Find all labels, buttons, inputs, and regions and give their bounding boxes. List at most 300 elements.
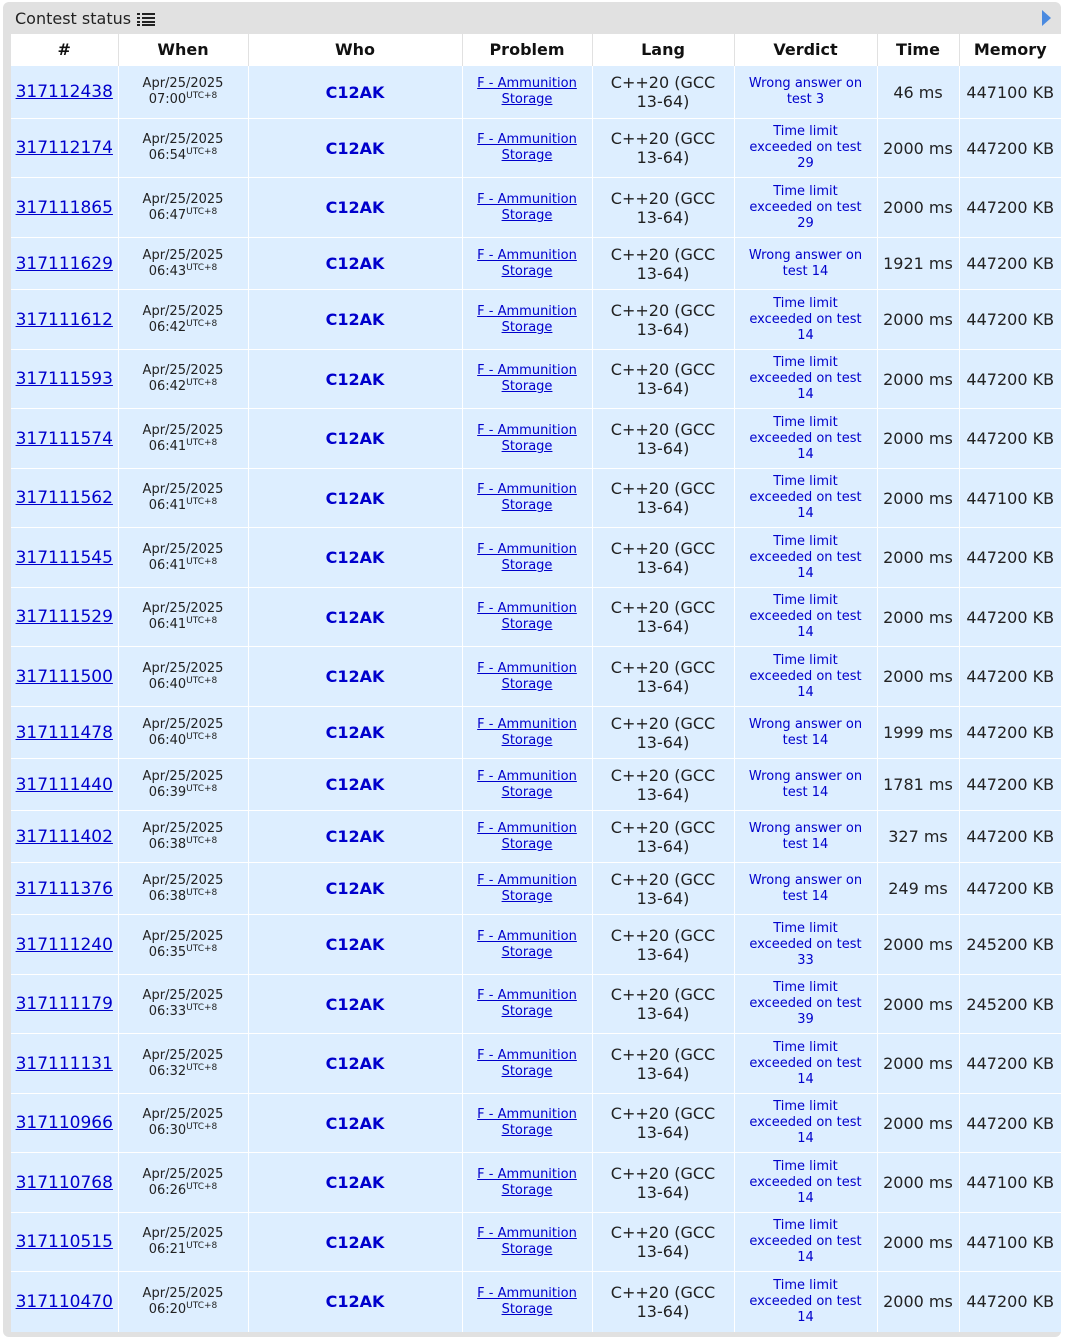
- problem-line-1: F - Ammunition: [477, 768, 577, 784]
- problem-link[interactable]: [463, 1107, 592, 1139]
- memory-consumed: 447200 KB: [966, 198, 1055, 217]
- problem-line-1: F - Ammunition: [477, 132, 577, 147]
- submission-time: 06:38: [148, 888, 187, 904]
- cell-when: [118, 1094, 248, 1153]
- author-link[interactable]: C12AK: [325, 994, 385, 1014]
- submission-id-link[interactable]: 317111376: [15, 878, 113, 899]
- lang-line-2: 13-64): [636, 836, 690, 856]
- timezone-label: UTC+8: [186, 91, 218, 101]
- cell-memory: [959, 290, 1061, 350]
- timezone-label: UTC+8: [186, 147, 218, 157]
- cell-verdict: [734, 290, 877, 350]
- verdict-line-1: Time limit: [773, 593, 838, 608]
- problem-link[interactable]: [463, 132, 592, 164]
- verdict-line-1: Time limit: [773, 1158, 838, 1174]
- cell-problem: [462, 178, 592, 238]
- cell-when: [118, 759, 248, 811]
- problem-line-1: F - Ammunition: [477, 660, 577, 676]
- author-link[interactable]: C12AK: [325, 138, 385, 158]
- cell-lang: [592, 528, 734, 588]
- cell-verdict: [734, 759, 877, 811]
- cell-id: [11, 1153, 118, 1213]
- problem-link[interactable]: [463, 661, 592, 693]
- submission-id-link[interactable]: 317111240: [15, 934, 113, 955]
- author-link[interactable]: C12AK: [325, 429, 385, 448]
- time-consumed: 2000 ms: [883, 1113, 953, 1133]
- cell-time: [877, 707, 959, 759]
- cell-verdict: [734, 528, 877, 588]
- submission-time: 06:41: [148, 557, 187, 573]
- lang-line-2: 13-64): [636, 498, 690, 517]
- lang-line-2: 13-64): [636, 263, 690, 283]
- cell-verdict: [734, 1094, 877, 1153]
- verdict-text: [735, 1218, 877, 1266]
- cell-lang: [592, 647, 734, 707]
- table-row: [11, 647, 1061, 707]
- timezone-label: UTC+8: [186, 616, 218, 626]
- cell-verdict: [734, 975, 877, 1034]
- table-row: [11, 409, 1061, 469]
- author-link[interactable]: C12AK: [325, 723, 385, 742]
- lang-line-2: 13-64): [636, 784, 690, 804]
- column-header-time: Time: [877, 34, 959, 66]
- lang-line-2: 13-64): [636, 557, 690, 577]
- cell-id: [11, 409, 118, 469]
- cell-who: [248, 811, 462, 863]
- cell-problem: [462, 707, 592, 759]
- cell-time: [877, 915, 959, 975]
- submission-id-link[interactable]: 317111440: [15, 774, 113, 795]
- problem-link[interactable]: [463, 76, 592, 108]
- cell-time: [877, 1153, 959, 1213]
- time-consumed: 2000 ms: [883, 548, 953, 567]
- problem-link[interactable]: [463, 769, 592, 801]
- verdict-text: [735, 76, 877, 108]
- cell-verdict: [734, 238, 877, 290]
- memory-consumed: 447200 KB: [966, 1054, 1055, 1073]
- cell-time: [877, 1272, 959, 1332]
- author-link[interactable]: C12AK: [325, 1292, 385, 1312]
- lang-line-2: 13-64): [636, 148, 690, 167]
- lang-line-2: 13-64): [636, 1004, 690, 1023]
- cell-when: [118, 66, 248, 119]
- cell-id: [11, 1272, 118, 1332]
- cell-when: [118, 707, 248, 759]
- problem-link[interactable]: [463, 363, 592, 395]
- memory-consumed: 447200 KB: [966, 607, 1055, 627]
- problem-link[interactable]: [463, 248, 592, 280]
- column-header-who: Who: [248, 34, 462, 66]
- cell-memory: [959, 707, 1061, 759]
- timezone-label: UTC+8: [186, 437, 218, 448]
- cell-when: [118, 1034, 248, 1094]
- author-link[interactable]: C12AK: [325, 310, 385, 329]
- verdict-line-2: exceeded on test: [749, 311, 862, 327]
- cell-who: [248, 1034, 462, 1094]
- time-consumed: 327 ms: [888, 827, 948, 846]
- arrow-right-icon[interactable]: [1042, 10, 1051, 26]
- submission-time: 06:41: [148, 438, 187, 454]
- time-consumed: 2000 ms: [883, 667, 953, 686]
- cell-when: [118, 915, 248, 975]
- problem-link[interactable]: [463, 1226, 592, 1258]
- problem-line-1: F - Ammunition: [477, 1047, 577, 1063]
- cell-verdict: [734, 1153, 877, 1213]
- verdict-line-3: 14: [797, 565, 814, 581]
- submission-id-link[interactable]: 317112438: [15, 82, 113, 102]
- cell-id: [11, 238, 118, 290]
- author-link[interactable]: C12AK: [325, 254, 385, 273]
- panel-title-text: Contest status: [15, 9, 132, 28]
- cell-memory: [959, 66, 1061, 119]
- cell-who: [248, 409, 462, 469]
- cell-memory: [959, 863, 1061, 915]
- verdict-line-1: Wrong answer on: [748, 716, 863, 732]
- list-icon: [137, 12, 155, 26]
- cell-lang: [592, 1153, 734, 1213]
- cell-memory: [959, 350, 1061, 409]
- cell-memory: [959, 588, 1061, 647]
- submission-id-link[interactable]: 317110470: [15, 1291, 113, 1312]
- submission-time: 06:39: [148, 784, 187, 800]
- author-link[interactable]: C12AK: [325, 1113, 385, 1133]
- cell-id: [11, 178, 118, 238]
- author-link[interactable]: C12AK: [325, 827, 385, 846]
- author-link[interactable]: C12AK: [325, 1173, 385, 1192]
- author-link[interactable]: C12AK: [325, 82, 385, 102]
- author-link[interactable]: C12AK: [325, 548, 385, 567]
- author-link[interactable]: C12AK: [325, 1232, 385, 1252]
- verdict-line-1: Time limit: [773, 1218, 838, 1233]
- lang-line-1: C++20 (GCC: [610, 419, 716, 439]
- author-link[interactable]: C12AK: [325, 198, 385, 217]
- memory-consumed: 447200 KB: [966, 310, 1055, 329]
- cell-when: [118, 469, 248, 528]
- timezone-label: UTC+8: [186, 1003, 218, 1013]
- cell-verdict: [734, 707, 877, 759]
- verdict-text: [735, 873, 877, 905]
- submission-id-link[interactable]: 317111629: [15, 253, 113, 274]
- time-consumed: 2000 ms: [883, 1173, 953, 1192]
- cell-lang: [592, 915, 734, 975]
- problem-link[interactable]: [463, 1048, 592, 1080]
- author-link[interactable]: C12AK: [325, 1054, 385, 1073]
- problem-line-2: Storage: [501, 207, 553, 223]
- verdict-line-2: exceeded on test: [749, 996, 862, 1011]
- submission-date: Apr/25/2025: [142, 1285, 224, 1301]
- lang-line-2: 13-64): [636, 438, 690, 458]
- table-row: [11, 350, 1061, 409]
- problem-link[interactable]: [463, 1167, 592, 1199]
- problem-link[interactable]: [463, 192, 592, 224]
- table-row: [11, 178, 1061, 238]
- time-consumed: 2000 ms: [883, 429, 953, 448]
- problem-line-1: F - Ammunition: [477, 363, 577, 378]
- problem-link[interactable]: [463, 304, 592, 336]
- cell-time: [877, 975, 959, 1034]
- submission-time: 06:41: [148, 498, 187, 513]
- timezone-label: UTC+8: [186, 783, 218, 794]
- cell-who: [248, 759, 462, 811]
- problem-link[interactable]: [463, 1286, 592, 1318]
- submission-time: 06:33: [148, 1004, 187, 1019]
- cell-who: [248, 1153, 462, 1213]
- problem-line-2: Storage: [501, 379, 553, 394]
- cell-id: [11, 811, 118, 863]
- verdict-line-1: Time limit: [773, 1277, 838, 1293]
- submission-date: Apr/25/2025: [142, 1047, 224, 1063]
- cell-time: [877, 647, 959, 707]
- verdict-text: [735, 1278, 877, 1326]
- problem-link[interactable]: [463, 873, 592, 905]
- problem-link[interactable]: [463, 988, 592, 1020]
- cell-when: [118, 811, 248, 863]
- cell-verdict: [734, 811, 877, 863]
- cell-verdict: [734, 647, 877, 707]
- timezone-label: UTC+8: [186, 1241, 218, 1251]
- submission-id-link[interactable]: 317110966: [15, 1113, 113, 1133]
- problem-link[interactable]: [463, 929, 592, 961]
- cell-lang: [592, 1213, 734, 1272]
- problem-link[interactable]: [463, 482, 592, 514]
- cell-problem: [462, 975, 592, 1034]
- verdict-text: [735, 248, 877, 280]
- submission-date: Apr/25/2025: [142, 988, 224, 1003]
- submission-id-link[interactable]: 317111179: [15, 994, 113, 1014]
- submission-date: Apr/25/2025: [142, 76, 224, 91]
- verdict-text: [735, 717, 877, 749]
- cell-who: [248, 1213, 462, 1272]
- table-row: [11, 707, 1061, 759]
- submission-time: 06:43: [148, 263, 187, 279]
- table-row: [11, 1034, 1061, 1094]
- submission-time: 06:26: [148, 1182, 187, 1198]
- author-link[interactable]: C12AK: [325, 879, 385, 898]
- submission-id-link[interactable]: 317111500: [15, 666, 113, 687]
- table-row: [11, 811, 1061, 863]
- submission-time: 06:40: [148, 732, 187, 748]
- lang-line-2: 13-64): [636, 92, 690, 111]
- problem-line-1: F - Ammunition: [477, 303, 577, 319]
- memory-consumed: 447200 KB: [966, 775, 1055, 794]
- submission-id-link[interactable]: 317110515: [15, 1232, 113, 1252]
- problem-line-2: Storage: [501, 1242, 553, 1257]
- submission-time: 07:00: [148, 92, 187, 107]
- timezone-label: UTC+8: [186, 1122, 218, 1132]
- problem-line-1: F - Ammunition: [477, 601, 577, 616]
- cell-time: [877, 290, 959, 350]
- verdict-text: [735, 415, 877, 463]
- table-row: [11, 863, 1061, 915]
- lang-line-2: 13-64): [636, 1123, 690, 1142]
- cell-when: [118, 178, 248, 238]
- submission-id-link[interactable]: 317111574: [15, 428, 113, 449]
- cell-who: [248, 975, 462, 1034]
- cell-problem: [462, 1153, 592, 1213]
- cell-problem: [462, 350, 592, 409]
- verdict-text: [735, 296, 877, 344]
- submission-id-link[interactable]: 317112174: [15, 138, 113, 158]
- verdict-line-1: Time limit: [773, 920, 838, 936]
- cell-who: [248, 66, 462, 119]
- memory-consumed: 447200 KB: [966, 723, 1055, 742]
- author-link[interactable]: C12AK: [325, 667, 385, 686]
- cell-verdict: [734, 588, 877, 647]
- verdict-line-2: exceeded on test: [749, 936, 862, 952]
- cell-memory: [959, 915, 1061, 975]
- cell-when: [118, 238, 248, 290]
- cell-problem: [462, 1213, 592, 1272]
- table-row: [11, 1213, 1061, 1272]
- submission-time: 06:40: [148, 676, 187, 692]
- problem-link[interactable]: [463, 601, 592, 633]
- submission-time: 06:21: [148, 1242, 187, 1257]
- timezone-label: UTC+8: [186, 887, 218, 898]
- time-consumed: 249 ms: [888, 879, 948, 898]
- submission-id-link[interactable]: 317111545: [15, 547, 113, 568]
- submission-id-link[interactable]: 317111593: [15, 369, 113, 389]
- submission-id-link[interactable]: 317111612: [15, 309, 113, 330]
- cell-verdict: [734, 1213, 877, 1272]
- cell-lang: [592, 1034, 734, 1094]
- verdict-line-3: 39: [797, 1012, 814, 1027]
- submission-id-link[interactable]: 317111131: [15, 1053, 113, 1074]
- submission-time: 06:30: [148, 1123, 187, 1138]
- submission-date: Apr/25/2025: [142, 247, 224, 263]
- problem-link[interactable]: [463, 542, 592, 574]
- lang-line-2: 13-64): [636, 1242, 690, 1261]
- cell-memory: [959, 759, 1061, 811]
- problem-line-2: Storage: [501, 92, 553, 107]
- problem-line-1: F - Ammunition: [477, 191, 577, 207]
- lang-line-1: C++20 (GCC: [610, 188, 716, 208]
- cell-time: [877, 1213, 959, 1272]
- cell-who: [248, 707, 462, 759]
- lang-line-2: 13-64): [636, 1301, 690, 1321]
- time-consumed: 2000 ms: [883, 1292, 953, 1312]
- submission-date: Apr/25/2025: [142, 363, 224, 378]
- verdict-line-3: 14: [797, 625, 814, 640]
- cell-time: [877, 66, 959, 119]
- verdict-line-3: 14: [797, 684, 814, 700]
- submission-time: 06:41: [148, 617, 187, 632]
- verdict-line-2: exceeded on test: [749, 668, 862, 684]
- author-link[interactable]: C12AK: [325, 369, 385, 389]
- verdict-text: [735, 769, 877, 801]
- cell-when: [118, 975, 248, 1034]
- problem-link[interactable]: [463, 821, 592, 853]
- cell-time: [877, 863, 959, 915]
- problem-line-1: F - Ammunition: [477, 872, 577, 888]
- verdict-line-1: Wrong answer on: [748, 76, 863, 91]
- submission-date: Apr/25/2025: [142, 541, 224, 557]
- verdict-line-2: test 14: [782, 732, 829, 748]
- verdict-text: [735, 355, 877, 403]
- time-consumed: 1781 ms: [883, 775, 953, 794]
- time-consumed: 2000 ms: [883, 138, 953, 158]
- author-link[interactable]: C12AK: [325, 775, 385, 794]
- author-link[interactable]: C12AK: [325, 935, 385, 954]
- problem-line-1: F - Ammunition: [477, 1107, 577, 1122]
- problem-link[interactable]: [463, 423, 592, 455]
- cell-lang: [592, 409, 734, 469]
- cell-lang: [592, 66, 734, 119]
- column-header-problem: Problem: [462, 34, 592, 66]
- time-consumed: 2000 ms: [883, 369, 953, 389]
- verdict-line-1: Time limit: [773, 295, 838, 311]
- cell-id: [11, 290, 118, 350]
- verdict-line-1: Time limit: [773, 533, 838, 549]
- memory-consumed: 447200 KB: [966, 254, 1055, 273]
- cell-memory: [959, 178, 1061, 238]
- table-row: [11, 528, 1061, 588]
- verdict-line-1: Time limit: [773, 980, 838, 995]
- memory-consumed: 447200 KB: [966, 1292, 1055, 1312]
- submission-id-link[interactable]: 317111529: [15, 607, 113, 627]
- cell-who: [248, 863, 462, 915]
- cell-when: [118, 409, 248, 469]
- memory-consumed: 447200 KB: [966, 429, 1055, 448]
- cell-when: [118, 1213, 248, 1272]
- cell-time: [877, 119, 959, 178]
- problem-line-2: Storage: [501, 676, 553, 692]
- author-link[interactable]: C12AK: [325, 607, 385, 627]
- cell-who: [248, 1094, 462, 1153]
- verdict-text: [735, 534, 877, 582]
- cell-problem: [462, 409, 592, 469]
- cell-lang: [592, 1094, 734, 1153]
- cell-when: [118, 528, 248, 588]
- submission-id-link[interactable]: 317111865: [15, 197, 113, 218]
- submission-id-link[interactable]: 317110768: [15, 1172, 113, 1193]
- problem-line-1: F - Ammunition: [477, 422, 577, 438]
- table-row: [11, 759, 1061, 811]
- lang-line-1: C++20 (GCC: [610, 869, 716, 889]
- verdict-line-3: 29: [797, 156, 814, 171]
- lang-line-1: C++20 (GCC: [610, 657, 716, 677]
- problem-line-1: F - Ammunition: [477, 541, 577, 557]
- problem-line-1: F - Ammunition: [477, 988, 577, 1003]
- problem-link[interactable]: [463, 717, 592, 749]
- cell-id: [11, 915, 118, 975]
- cell-lang: [592, 178, 734, 238]
- timezone-label: UTC+8: [186, 262, 218, 273]
- problem-line-1: F - Ammunition: [477, 1285, 577, 1301]
- lang-line-1: C++20 (GCC: [610, 360, 716, 379]
- time-consumed: 2000 ms: [883, 488, 953, 508]
- verdict-line-2: exceeded on test: [749, 1174, 862, 1190]
- table-row: [11, 1094, 1061, 1153]
- lang-line-2: 13-64): [636, 319, 690, 339]
- problem-line-1: F - Ammunition: [477, 482, 577, 497]
- cell-who: [248, 588, 462, 647]
- author-link[interactable]: C12AK: [325, 488, 385, 508]
- cell-time: [877, 178, 959, 238]
- cell-memory: [959, 1213, 1061, 1272]
- verdict-line-3: 14: [797, 1071, 814, 1087]
- cell-when: [118, 290, 248, 350]
- cell-lang: [592, 238, 734, 290]
- submission-id-link[interactable]: 317111562: [15, 488, 113, 508]
- verdict-line-1: Time limit: [773, 414, 838, 430]
- verdict-line-2: exceeded on test: [749, 1055, 862, 1071]
- cell-verdict: [734, 178, 877, 238]
- memory-consumed: 447100 KB: [966, 1173, 1055, 1192]
- submission-id-link[interactable]: 317111402: [15, 826, 113, 847]
- lang-line-1: C++20 (GCC: [610, 1282, 716, 1302]
- submission-id-link[interactable]: 317111478: [15, 722, 113, 743]
- cell-memory: [959, 409, 1061, 469]
